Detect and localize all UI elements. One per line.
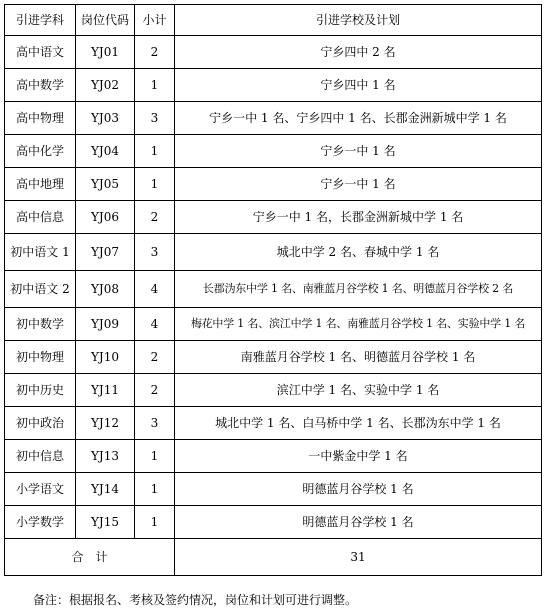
recruitment-plan-table: [4, 4, 542, 576]
plan-cell: 城北中学 2 名、春城中学 1 名: [175, 234, 542, 271]
plan-cell: 梅花中学 1 名、滨江中学 1 名、南雅蓝月谷学校 1 名、实验中学 1 名: [175, 308, 542, 341]
table-row: [5, 69, 542, 102]
code-cell: YJ15: [76, 506, 135, 539]
code-cell: YJ03: [76, 102, 135, 135]
table-row: [5, 135, 542, 168]
plan-cell: 南雅蓝月谷学校 1 名、明德蓝月谷学校 1 名: [175, 341, 542, 374]
table-row: [5, 36, 542, 69]
subject-cell: 初中政治: [5, 407, 76, 440]
code-cell: YJ09: [76, 308, 135, 341]
total-label: 合 计: [5, 539, 175, 576]
subject-cell: 小学数学: [5, 506, 76, 539]
table-row: [5, 102, 542, 135]
code-cell: YJ13: [76, 440, 135, 473]
count-cell: 1: [135, 473, 175, 506]
subject-cell: 高中语文: [5, 36, 76, 69]
plan-cell: 宁乡四中 2 名: [175, 36, 542, 69]
subject-cell: 小学语文: [5, 473, 76, 506]
subject-cell: 高中化学: [5, 135, 76, 168]
plan-cell: 宁乡一中 1 名: [175, 168, 542, 201]
plan-cell: 一中紫金中学 1 名: [175, 440, 542, 473]
count-cell: 2: [135, 341, 175, 374]
subject-cell: 初中物理: [5, 341, 76, 374]
subject-cell: 初中信息: [5, 440, 76, 473]
count-cell: 3: [135, 102, 175, 135]
count-cell: 3: [135, 234, 175, 271]
table-row: [5, 473, 542, 506]
subject-cell: 高中地理: [5, 168, 76, 201]
table-row: [5, 506, 542, 539]
subject-cell: 初中语文 1: [5, 234, 76, 271]
subject-cell: 高中物理: [5, 102, 76, 135]
plan-cell: 宁乡一中 1 名，长郡金洲新城中学 1 名: [175, 201, 542, 234]
plan-cell: 城北中学 1 名、白马桥中学 1 名、长郡沩东中学 1 名: [175, 407, 542, 440]
header-plan: 引进学校及计划: [175, 5, 542, 36]
count-cell: 3: [135, 407, 175, 440]
header-count: 小计: [135, 5, 175, 36]
footnote: 备注：根据报名、考核及签约情况，岗位和计划可进行调整。: [33, 593, 358, 607]
plan-cell: 宁乡四中 1 名: [175, 69, 542, 102]
total-value: 31: [175, 539, 542, 576]
plan-cell: 宁乡一中 1 名、宁乡四中 1 名、长郡金洲新城中学 1 名: [175, 102, 542, 135]
table-row: [5, 374, 542, 407]
header-subject: 引进学科: [5, 5, 76, 36]
subject-cell: 初中历史: [5, 374, 76, 407]
count-cell: 1: [135, 440, 175, 473]
table-row: [5, 440, 542, 473]
plan-cell: 长郡沩东中学 1 名、南雅蓝月谷学校 1 名、明德蓝月谷学校 2 名: [175, 271, 542, 308]
header-code: 岗位代码: [76, 5, 135, 36]
code-cell: YJ12: [76, 407, 135, 440]
table-header-row: [5, 5, 542, 36]
count-cell: 1: [135, 168, 175, 201]
total-row: [5, 539, 542, 576]
code-cell: YJ14: [76, 473, 135, 506]
subject-cell: 高中信息: [5, 201, 76, 234]
count-cell: 1: [135, 506, 175, 539]
code-cell: YJ08: [76, 271, 135, 308]
count-cell: 2: [135, 374, 175, 407]
count-cell: 2: [135, 36, 175, 69]
count-cell: 4: [135, 271, 175, 308]
code-cell: YJ01: [76, 36, 135, 69]
plan-cell: 宁乡一中 1 名: [175, 135, 542, 168]
table-row: [5, 271, 542, 308]
code-cell: YJ04: [76, 135, 135, 168]
code-cell: YJ05: [76, 168, 135, 201]
count-cell: 4: [135, 308, 175, 341]
subject-cell: 初中语文 2: [5, 271, 76, 308]
table-row: [5, 341, 542, 374]
table-row: [5, 201, 542, 234]
subject-cell: 初中数学: [5, 308, 76, 341]
subject-cell: 高中数学: [5, 69, 76, 102]
plan-cell: 明德蓝月谷学校 1 名: [175, 473, 542, 506]
code-cell: YJ06: [76, 201, 135, 234]
code-cell: YJ07: [76, 234, 135, 271]
table-row: [5, 234, 542, 271]
plan-cell: 滨江中学 1 名、实验中学 1 名: [175, 374, 542, 407]
plan-cell: 明德蓝月谷学校 1 名: [175, 506, 542, 539]
count-cell: 1: [135, 69, 175, 102]
table-row: [5, 308, 542, 341]
table-row: [5, 407, 542, 440]
count-cell: 1: [135, 135, 175, 168]
code-cell: YJ10: [76, 341, 135, 374]
count-cell: 2: [135, 201, 175, 234]
table-row: [5, 168, 542, 201]
code-cell: YJ02: [76, 69, 135, 102]
code-cell: YJ11: [76, 374, 135, 407]
